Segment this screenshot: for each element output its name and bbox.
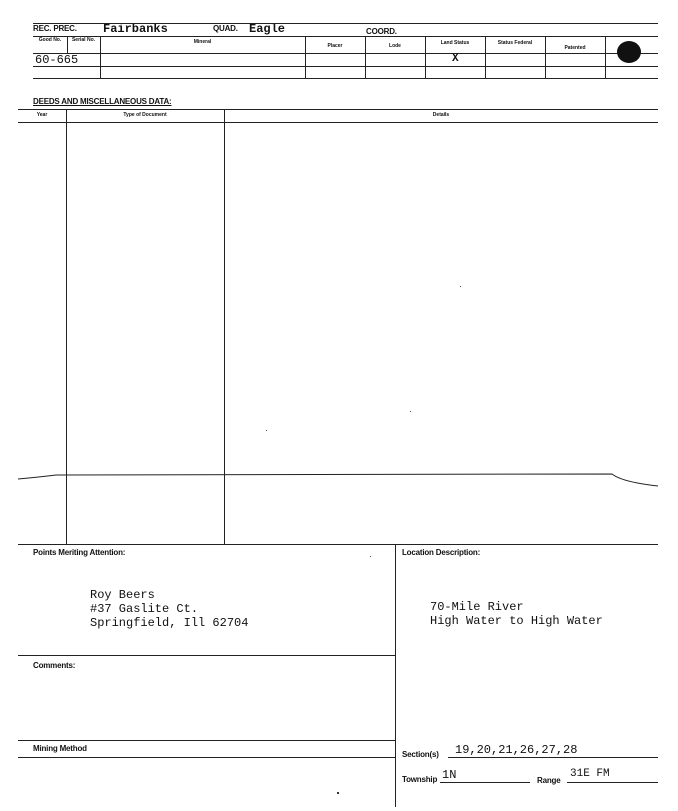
ink-blot xyxy=(617,41,641,63)
quad-value: Eagle xyxy=(249,22,286,36)
speck xyxy=(266,430,267,431)
col-placer: Placer xyxy=(327,43,343,49)
location-line: 70-Mile River xyxy=(430,600,524,614)
col-good-no: Good No. xyxy=(38,37,62,43)
range-value: 31E FM xyxy=(570,768,610,780)
col-status-federal: Status Federal xyxy=(497,40,533,46)
address-line: #37 Gaslite Ct. xyxy=(90,602,199,616)
township-value: 1N xyxy=(442,768,457,782)
address-line: Springfield, Ill 62704 xyxy=(90,616,249,630)
comments-label: Comments: xyxy=(33,661,76,670)
col-type-of-document: Type of Document xyxy=(123,112,167,118)
rec-prec-value: Fairbanks xyxy=(103,22,168,36)
col-mineral: Mineral xyxy=(193,39,212,45)
col-land-status: Land Status xyxy=(440,40,470,46)
good-no-value: 60-665 xyxy=(35,53,79,67)
col-year: Year xyxy=(36,112,48,118)
coord-label: COORD. xyxy=(366,27,397,36)
page-splice-line xyxy=(0,465,678,495)
col-patented: Patented xyxy=(564,45,586,51)
mining-method-label: Mining Method xyxy=(33,744,87,753)
speck xyxy=(460,286,461,287)
township-label: Township xyxy=(402,775,438,784)
deeds-title: DEEDS AND MISCELLANEOUS DATA: xyxy=(33,97,172,106)
location-line: High Water to High Water xyxy=(430,614,603,628)
points-label: Points Meriting Attention: xyxy=(33,548,126,557)
location-label: Location Description: xyxy=(402,548,481,557)
col-details: Details xyxy=(432,112,450,118)
range-label: Range xyxy=(537,776,561,785)
land-status-mark: X xyxy=(452,53,459,65)
speck xyxy=(410,411,411,412)
sections-value: 19,20,21,26,27,28 xyxy=(455,743,578,757)
speck xyxy=(337,792,339,794)
speck xyxy=(370,556,371,557)
sections-label: Section(s) xyxy=(402,750,439,759)
col-serial-no: Serial No. xyxy=(71,37,96,43)
address-line: Roy Beers xyxy=(90,588,155,602)
rec-prec-label: REC. PREC. xyxy=(33,24,77,33)
quad-label: QUAD. xyxy=(213,24,238,33)
col-lode: Lode xyxy=(389,43,401,49)
